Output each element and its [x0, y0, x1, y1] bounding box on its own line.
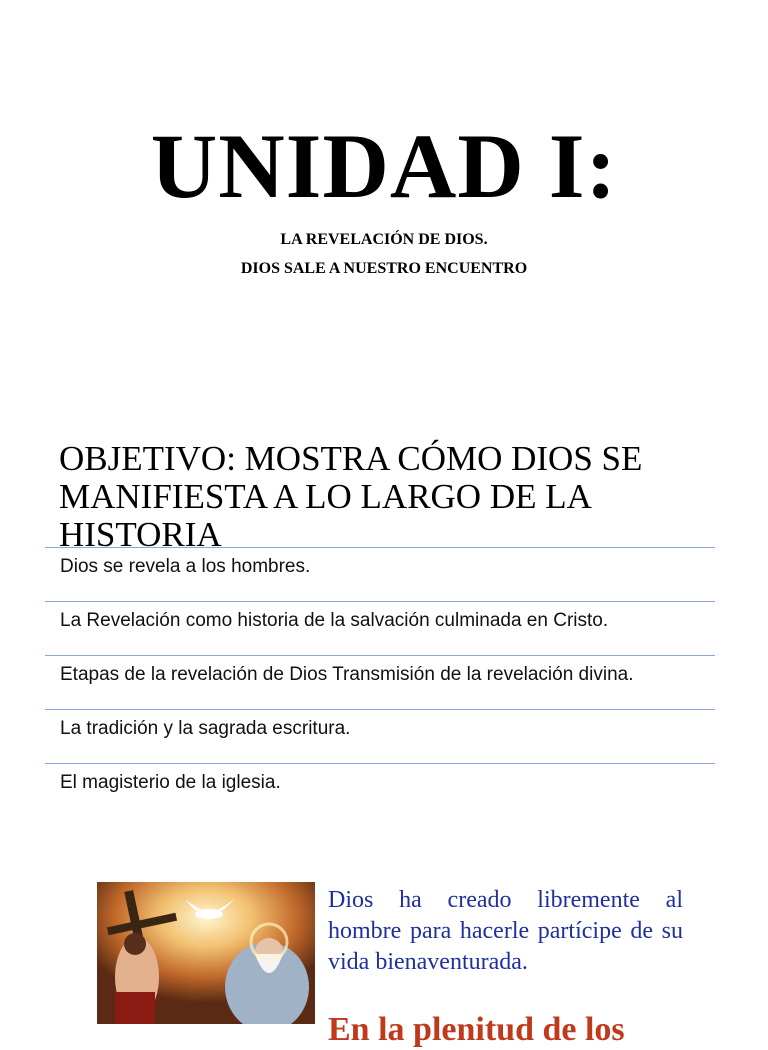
topic-list	[45, 547, 715, 817]
topic-item: La tradición y la sagrada escritura.	[45, 709, 715, 763]
quote-text: Dios ha creado libremente al hombre para hacerle partícipe de su vida bienaventurada.	[328, 887, 683, 975]
page-title: UNIDAD I:	[150, 115, 618, 217]
subtitle-line-1: LA REVELACIÓN DE DIOS.	[280, 231, 488, 248]
topic-item: La Revelación como historia de la salvación culminada en Cristo.	[45, 601, 715, 655]
topic-item: Etapas de la revelación de Dios Transmisión de la revelación divina.	[45, 655, 715, 709]
topic-item: Dios se revela a los hombres.	[45, 547, 715, 601]
subtitle-line-2: DIOS SALE A NUESTRO ENCUENTRO	[240, 260, 528, 277]
topic-item: El magisterio de la iglesia.	[45, 763, 715, 817]
objective-heading: OBJETIVO: MOSTRA CÓMO DIOS SE MANIFIESTA A LO LARGO DE LA HISTORIA	[59, 439, 643, 554]
cutoff-heading: En la plenitud de los	[328, 1011, 625, 1048]
holy-trinity-image	[97, 882, 315, 1024]
